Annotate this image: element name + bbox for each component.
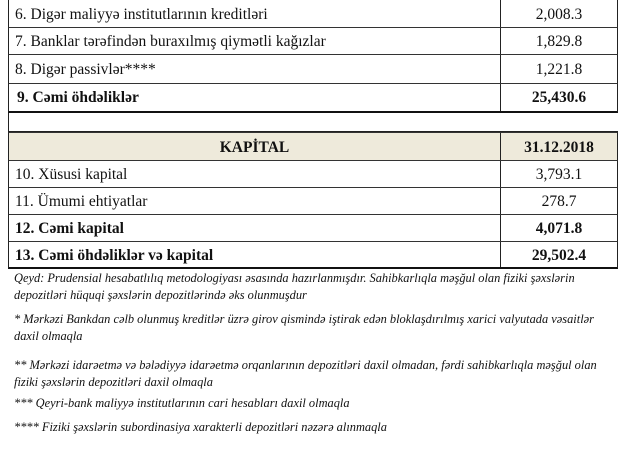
row-label: 12. Cəmi kapital [9, 215, 501, 241]
capital-header-label: KAPİTAL [9, 133, 501, 160]
row-value: 3,793.1 [535, 166, 583, 183]
balance-table [8, 0, 618, 269]
table-row [8, 161, 618, 188]
footnotes [14, 270, 614, 443]
capital-header-row [8, 132, 618, 161]
grand-total-row [8, 242, 618, 269]
total-capital-row [8, 215, 618, 242]
row-value: 1,829.8 [535, 33, 583, 50]
row-value: 2,008.3 [535, 6, 583, 23]
footnote: *** Qeyri-bank maliyyə institutlarının cari hesabları daxil olmaqla [14, 396, 350, 410]
row-value: 1,221.8 [535, 61, 583, 78]
spacer-row [8, 113, 618, 132]
row-label: 8. Digər passivlər**** [9, 55, 501, 83]
footnote: ** Mərkəzi idarəetmə və bələdiyyə idarəetmə orqanlarının depozitləri daxil olmadan, fərdi sahibkarlıqla məşğul olan fiziki şəxslərin depozitləri daxil olmaqla [14, 358, 597, 389]
table-row [8, 28, 618, 55]
footnote: Qeyd: Prudensial hesabatlılıq metodologiyası əsasında hazırlanmışdır. Sahibkarlıqla məşğul olan fiziki şəxslərin depozitləri hüquqi şəxslərin depozitlərində əks olunmuşdur [14, 271, 575, 302]
row-label: 9. Cəmi öhdəliklər [9, 84, 501, 111]
table-row [8, 188, 618, 215]
capital-header-date: 31.12.2018 [524, 139, 594, 156]
table-row [8, 0, 618, 28]
row-value: 278.7 [541, 193, 577, 210]
row-value: 4,071.8 [535, 220, 583, 237]
row-label: 11. Ümumi ehtiyatlar [9, 188, 501, 214]
footnote: **** Fiziki şəxslərin subordinasiya xarakterli depozitləri nəzərə alınmaqla [14, 420, 387, 434]
total-liabilities-row [8, 84, 618, 113]
row-label: 6. Digər maliyyə institutlarının kreditləri [9, 0, 501, 27]
table-row [8, 55, 618, 84]
footnote: * Mərkəzi Bankdan cəlb olunmuş kreditlər üzrə girov qismində iştirak edən bloklaşdırılmış xarici valyutada vəsaitlər daxil olmaqla [14, 312, 594, 343]
row-value: 29,502.4 [531, 247, 587, 264]
row-label: 10. Xüsusi kapital [9, 161, 501, 187]
row-label: 13. Cəmi öhdəliklər və kapital [9, 242, 501, 267]
row-value: 25,430.6 [531, 89, 587, 106]
row-label: 7. Banklar tərəfindən buraxılmış qiymətli kağızlar [9, 28, 501, 54]
